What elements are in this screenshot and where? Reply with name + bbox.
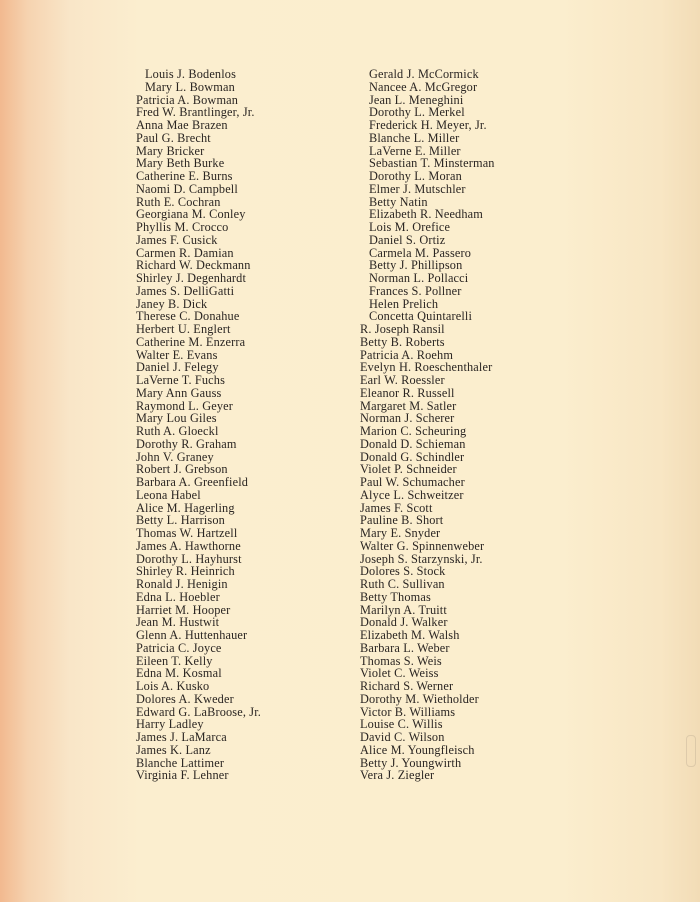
list-item: Earl W. Roessler [360, 373, 445, 387]
list-item: Dolores A. Kweder [136, 691, 234, 706]
list-item: Betty Natin [369, 194, 428, 209]
list-item: Alice M. Youngfleisch [360, 742, 475, 757]
list-item: Evelyn H. Roeschenthaler [360, 360, 493, 375]
list-item: Phyllis M. Crocco [136, 220, 229, 234]
list-item: James F. Scott [360, 500, 433, 515]
list-item: Norman L. Pollacci [369, 271, 469, 285]
list-item: LaVerne T. Fuchs [136, 373, 226, 387]
list-item: Frances S. Pollner [369, 283, 462, 298]
list-item: Alyce L. Schweitzer [360, 487, 464, 502]
list-item: Donald J. Walker [360, 615, 448, 630]
list-item: Patricia A. Roehm [360, 347, 454, 362]
list-item: Vera J. Ziegler [360, 768, 435, 783]
list-item: James A. Hawthorne [136, 538, 241, 553]
list-item: Naomi D. Campbell [136, 181, 238, 196]
list-item: Betty L. Harrison [136, 513, 225, 528]
list-item: Eleanor R. Russell [360, 385, 455, 400]
list-item: Shirley R. Heinrich [136, 564, 235, 579]
list-item: Joseph S. Starzynski, Jr. [360, 551, 483, 566]
list-item: Jean M. Hustwit [136, 615, 220, 630]
list-item: Mary Lou Giles [136, 411, 217, 426]
list-item: Shirley J. Degenhardt [136, 271, 247, 285]
list-item: Raymond L. Geyer [136, 398, 233, 413]
list-item: Barbara A. Greenfield [136, 475, 249, 489]
list-item: Betty J. Phillipson [369, 258, 463, 273]
list-item: Victor B. Williams [360, 704, 456, 719]
list-item: Mary Beth Burke [136, 156, 225, 171]
list-item: Richard W. Deckmann [136, 258, 251, 273]
list-item: Catherine M. Enzerra [136, 334, 246, 349]
list-item: Helen Prelich [369, 296, 439, 311]
list-item: Margaret M. Satler [360, 398, 457, 413]
list-item: Georgiana M. Conley [136, 207, 246, 222]
list-item: Blanche L. Miller [369, 130, 460, 145]
list-item: Edna M. Kosmal [136, 666, 222, 681]
list-item: Virginia F. Lehner [136, 768, 229, 783]
list-item: Anna Mae Brazen [136, 118, 228, 132]
list-item: Daniel J. Felegy [136, 360, 219, 375]
names-list-right [360, 68, 575, 782]
list-item: Sebastian T. Minsterman [369, 156, 495, 171]
list-item: Thomas W. Hartzell [136, 526, 238, 540]
list-item: Elizabeth M. Walsh [360, 628, 460, 642]
list-item: Walter E. Evans [136, 347, 218, 362]
list-item: Mary Ann Gauss [136, 385, 222, 400]
list-item: Ruth C. Sullivan [360, 577, 445, 591]
list-item: Edna L. Hoebler [136, 589, 220, 604]
list-item: Dorothy L. Moran [369, 169, 462, 183]
list-item: Catherine E. Burns [136, 169, 233, 183]
list-item: Harriet M. Hooper [136, 602, 231, 617]
list-item: Carmen R. Damian [136, 245, 234, 260]
list-item: Paul G. Brecht [136, 130, 211, 145]
list-item: James F. Cusick [136, 232, 218, 247]
list-item: Richard S. Werner [360, 679, 454, 693]
list-item: Paul W. Schumacher [360, 475, 465, 489]
list-item: Jean L. Meneghini [369, 92, 464, 107]
list-item: Norman J. Scherer [360, 411, 455, 426]
list-item: Eileen T. Kelly [136, 653, 213, 668]
list-item: LaVerne E. Miller [369, 143, 461, 158]
list-item: David C. Wilson [360, 730, 445, 744]
list-item: Louis J. Bodenlos [145, 67, 237, 81]
list-item: James K. Lanz [136, 742, 211, 757]
list-item: Marion C. Scheuring [360, 424, 467, 438]
list-item: Louise C. Willis [360, 717, 443, 732]
list-item: Frederick H. Meyer, Jr. [369, 118, 487, 132]
list-item: Betty B. Roberts [360, 334, 445, 349]
list-item: Patricia A. Bowman [136, 92, 239, 107]
list-item: Fred W. Brantlinger, Jr. [136, 105, 255, 120]
list-item: Daniel S. Ortiz [369, 232, 446, 247]
list-item: Thomas S. Weis [360, 653, 442, 668]
list-item: Carmela M. Passero [369, 245, 472, 260]
list-item: Donald D. Schieman [360, 436, 466, 451]
list-item: Dorothy L. Hayhurst [136, 551, 242, 566]
list-item: Elmer J. Mutschler [369, 181, 466, 196]
list-item: Leona Habel [136, 487, 201, 502]
list-item: Therese C. Donahue [136, 309, 240, 324]
list-item: Mary E. Snyder [360, 526, 441, 540]
list-item: R. Joseph Ransil [360, 322, 445, 336]
list-item: Dorothy R. Graham [136, 436, 237, 451]
list-item: Mary L. Bowman [145, 79, 235, 94]
list-item: Nancee A. McGregor [369, 79, 478, 94]
list-item: Edward G. LaBroose, Jr. [136, 704, 262, 719]
list-item: James S. DelliGatti [136, 283, 235, 298]
list-item: Blanche Lattimer [136, 755, 225, 770]
list-item: Dorothy L. Merkel [369, 105, 465, 120]
list-item: Walter G. Spinnenweber [360, 538, 485, 553]
list-item: Robert J. Grebson [136, 462, 228, 477]
list-item: Elizabeth R. Needham [369, 207, 483, 222]
list-item: Harry Ladley [136, 717, 204, 732]
list-item: Betty J. Youngwirth [360, 755, 462, 770]
list-item: Janey B. Dick [136, 296, 208, 311]
list-item: Concetta Quintarelli [369, 309, 473, 324]
list-item: Marilyn A. Truitt [360, 602, 447, 617]
list-item: Dorothy M. Wietholder [360, 691, 479, 706]
list-item: Barbara L. Weber [360, 640, 450, 655]
list-item: Herbert U. Englert [136, 322, 231, 336]
list-item: Pauline B. Short [360, 513, 444, 528]
list-item: Violet P. Schneider [360, 462, 457, 477]
list-item: Alice M. Hagerling [136, 500, 235, 515]
list-item: Gerald J. McCormick [369, 67, 479, 81]
list-item: Donald G. Schindler [360, 449, 465, 464]
list-item: Ronald J. Henigin [136, 577, 228, 591]
list-item: Lois M. Orefice [369, 220, 451, 234]
list-item: Patricia C. Joyce [136, 640, 222, 655]
list-item: Dolores S. Stock [360, 564, 446, 579]
list-item: James J. LaMarca [136, 730, 227, 744]
page-mark [686, 735, 696, 767]
list-item: John V. Graney [136, 449, 214, 464]
names-list-left [136, 68, 341, 782]
list-item: Ruth A. Gloeckl [136, 424, 219, 438]
list-item: Mary Bricker [136, 143, 205, 158]
list-item: Ruth E. Cochran [136, 194, 221, 209]
list-item: Betty Thomas [360, 589, 431, 604]
list-item: Glenn A. Huttenhauer [136, 628, 248, 642]
list-item: Violet C. Weiss [360, 666, 439, 681]
list-item: Lois A. Kusko [136, 679, 210, 693]
